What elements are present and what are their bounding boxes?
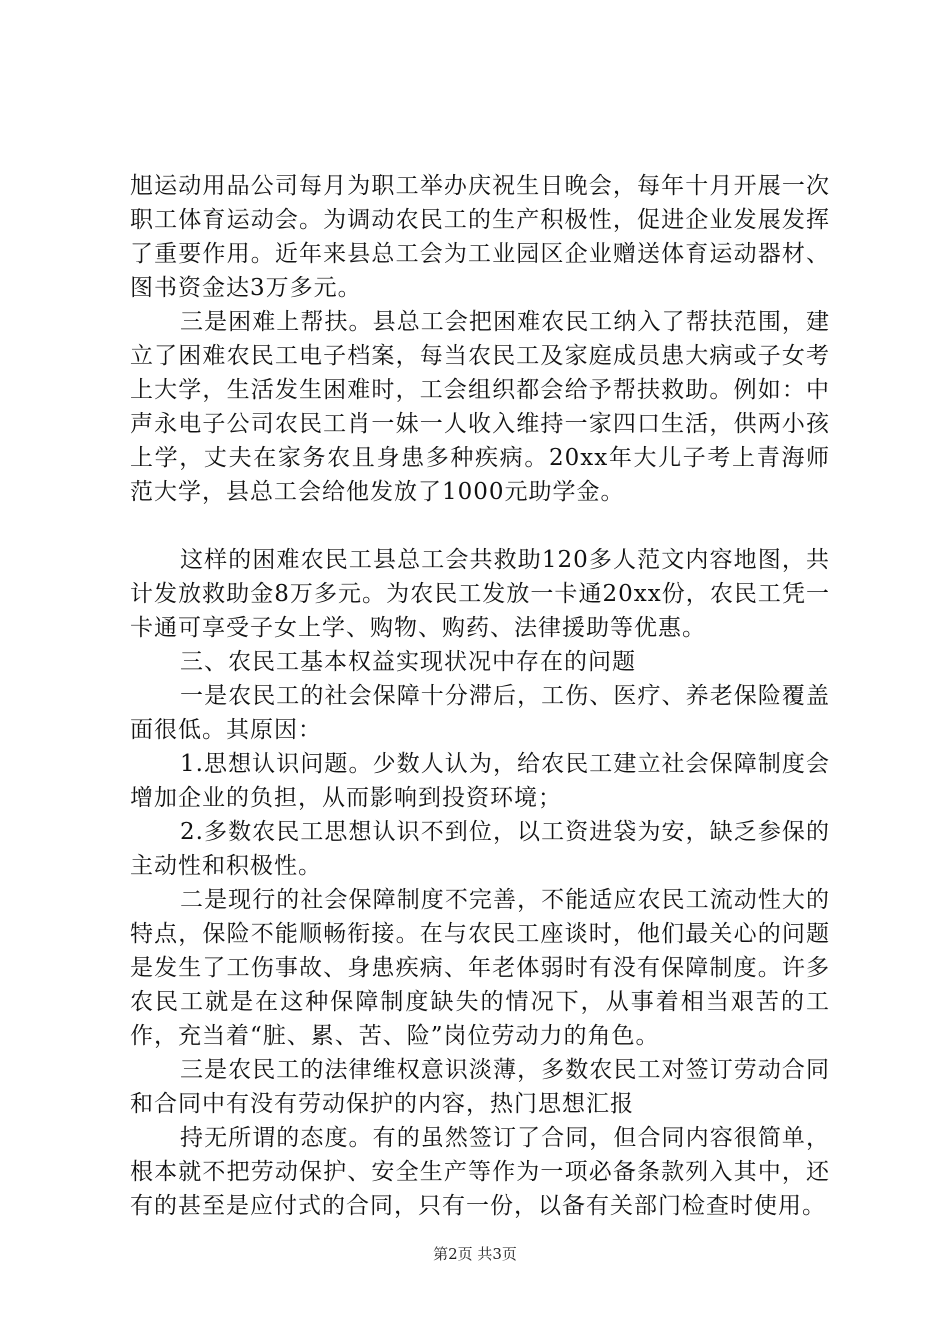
paragraph-spacer: [130, 509, 830, 543]
paragraph-social-security: 一是农民工的社会保障十分滞后，工伤、医疗、养老保险覆盖面很低。其原因：: [130, 683, 830, 743]
paragraph-hardship-assistance: 三是困难上帮扶。县总工会把困难农民工纳入了帮扶范围，建立了困难农民工电子档案，每当农民工及家庭成员患大病或子女考上大学，生活发生困难时，工会组织都会给予帮扶救助。例如：中声永电子公司农民工肖一妹一人收入维持一家四口生活，供两小孩上学，丈夫在家务农且身患多种疾病。20xx年大儿子考上青海师范大学，县总工会给他发放了1000元助学金。: [130, 309, 830, 505]
page-footer: 第2页 共3页: [433, 1245, 517, 1263]
paragraph-legal-awareness: 三是农民工的法律维权意识淡薄，多数农民工对签订劳动合同和合同中有没有劳动保护的内容，热门思想汇报: [130, 1057, 830, 1117]
document-body: [130, 169, 830, 1223]
paragraph-contract-attitude: 持无所谓的态度。有的虽然签订了合同，但合同内容很简单，根本就不把劳动保护、安全生产等作为一项必备条款列入其中，还有的甚至是应付式的合同，只有一份，以备有关部门检查时使用。: [130, 1125, 830, 1219]
paragraph-reason-1: 1.思想认识问题。少数人认为，给农民工建立社会保障制度会增加企业的负担，从而影响到投资环境；: [130, 751, 830, 811]
paragraph-sports-activities: 旭运动用品公司每月为职工举办庆祝生日晚会，每年十月开展一次职工体育运动会。为调动农民工的生产积极性，促进企业发展发挥了重要作用。近年来县总工会为工业园区企业赠送体育运动器材、图书资金达3万多元。: [130, 173, 830, 301]
section-heading-problems: 三、农民工基本权益实现状况中存在的问题: [180, 649, 636, 675]
paragraph-system-imperfect: 二是现行的社会保障制度不完善，不能适应农民工流动性大的特点，保险不能顺畅衔接。在与农民工座谈时，他们最关心的问题是发生了工伤事故、身患疾病、年老体弱时有没有保障制度。许多农民工就是在这种保障制度缺失的情况下，从事着相当艰苦的工作，充当着“脏、累、苦、险”岗位劳动力的角色。: [130, 887, 830, 1049]
paragraph-reason-2: 2.多数农民工思想认识不到位，以工资进袋为安，缺乏参保的主动性和积极性。: [130, 819, 830, 879]
paragraph-relief-summary: 这样的困难农民工县总工会共救助120多人范文内容地图，共计发放救助金8万多元。为农民工发放一卡通20xx份，农民工凭一卡通可享受子女上学、购物、购药、法律援助等优惠。: [130, 547, 830, 641]
